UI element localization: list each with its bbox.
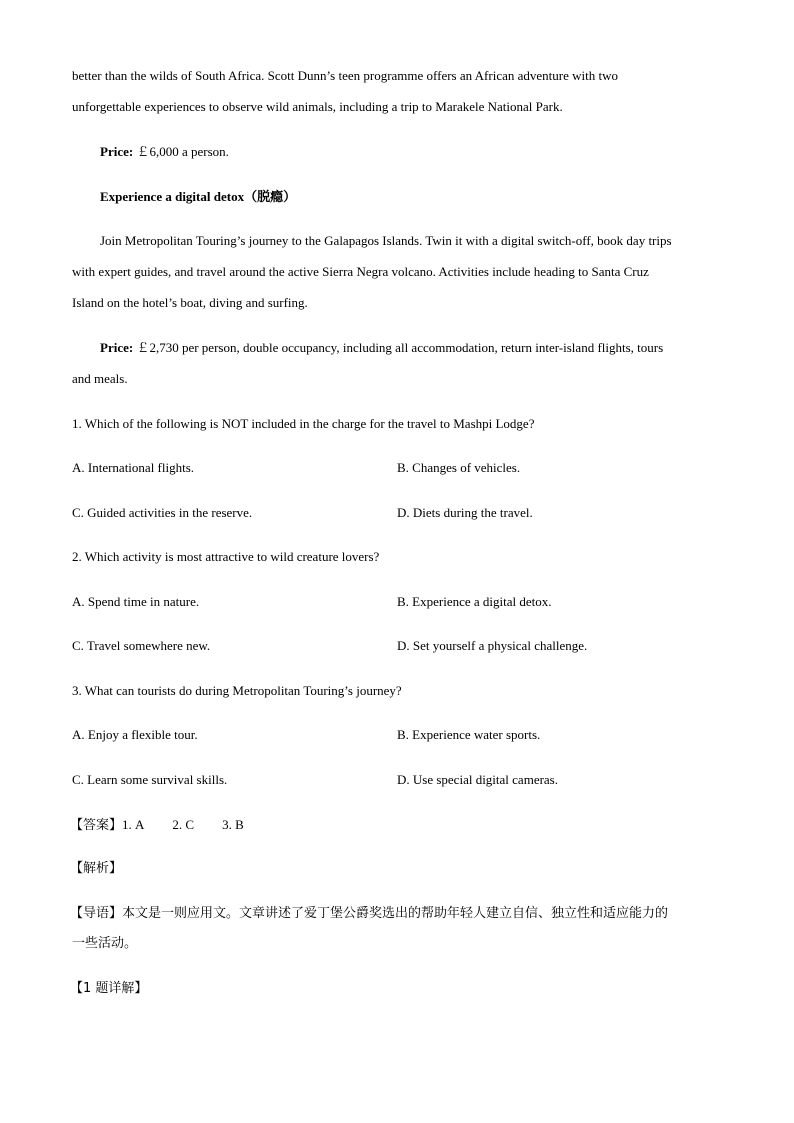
passage-line: with expert guides, and travel around the active Sierra Negra volcano. Activities include heading to Santa Cruz	[72, 264, 649, 279]
option-b: B. Changes of vehicles.	[397, 460, 521, 475]
price-label: Price:	[100, 340, 134, 355]
option-d: D. Set yourself a physical challenge.	[397, 638, 588, 653]
option-b: B. Experience water sports.	[397, 727, 541, 742]
option-b: B. Experience a digital detox.	[397, 594, 552, 609]
answer-1: 1. A	[122, 817, 145, 832]
passage-line: Island on the hotel’s boat, diving and surfing.	[72, 295, 308, 310]
price-label: Price:	[100, 144, 134, 159]
option-d: D. Use special digital cameras.	[397, 772, 558, 787]
guide-line-continued: 一些活动。	[72, 936, 138, 951]
guide-text: 本文是一则应用文。文章讲述了爱丁堡公爵奖选出的帮助年轻人建立自信、独立性和适应能力的	[122, 906, 669, 921]
answer-3: 3. B	[222, 817, 244, 832]
price-line	[100, 339, 663, 357]
option-a: A. International flights.	[72, 460, 195, 475]
answer-label: 【答案】	[70, 818, 123, 833]
passage-line: better than the wilds of South Africa. Scott Dunn’s teen programme offers an African adventure with two	[72, 68, 618, 83]
question-stem: 3. What can tourists do during Metropolitan Touring’s journey?	[72, 683, 402, 698]
price-line	[100, 143, 229, 161]
passage-line: Join Metropolitan Touring’s journey to the Galapagos Islands. Twin it with a digital switch-off, book day trips	[100, 233, 672, 248]
option-d: D. Diets during the travel.	[397, 505, 533, 520]
answer-line	[70, 816, 244, 835]
answer-2: 2. C	[172, 817, 195, 832]
option-c: C. Learn some survival skills.	[72, 772, 228, 787]
option-a: A. Enjoy a flexible tour.	[72, 727, 198, 742]
option-c: C. Travel somewhere new.	[72, 638, 211, 653]
price-line-continued: and meals.	[72, 371, 128, 386]
option-a: A. Spend time in nature.	[72, 594, 200, 609]
guide-label: 【导语】	[70, 906, 123, 921]
section-heading: Experience a digital detox（脱瘾）	[100, 189, 297, 204]
question-stem: 2. Which activity is most attractive to wild creature lovers?	[72, 549, 380, 564]
question-stem: 1. Which of the following is NOT included in the charge for the travel to Mashpi Lodge?	[72, 416, 535, 431]
detail-label: 【1 题详解】	[70, 981, 148, 996]
passage-line: unforgettable experiences to observe wild animals, including a trip to Marakele National Park.	[72, 99, 563, 114]
price-value: ￡2,730 per person, double occupancy, including all accommodation, return inter-island flights, tours	[133, 340, 664, 355]
guide-line	[70, 905, 668, 923]
analysis-label: 【解析】	[70, 861, 123, 876]
price-value: ￡6,000 a person.	[133, 144, 229, 159]
option-c: C. Guided activities in the reserve.	[72, 505, 253, 520]
